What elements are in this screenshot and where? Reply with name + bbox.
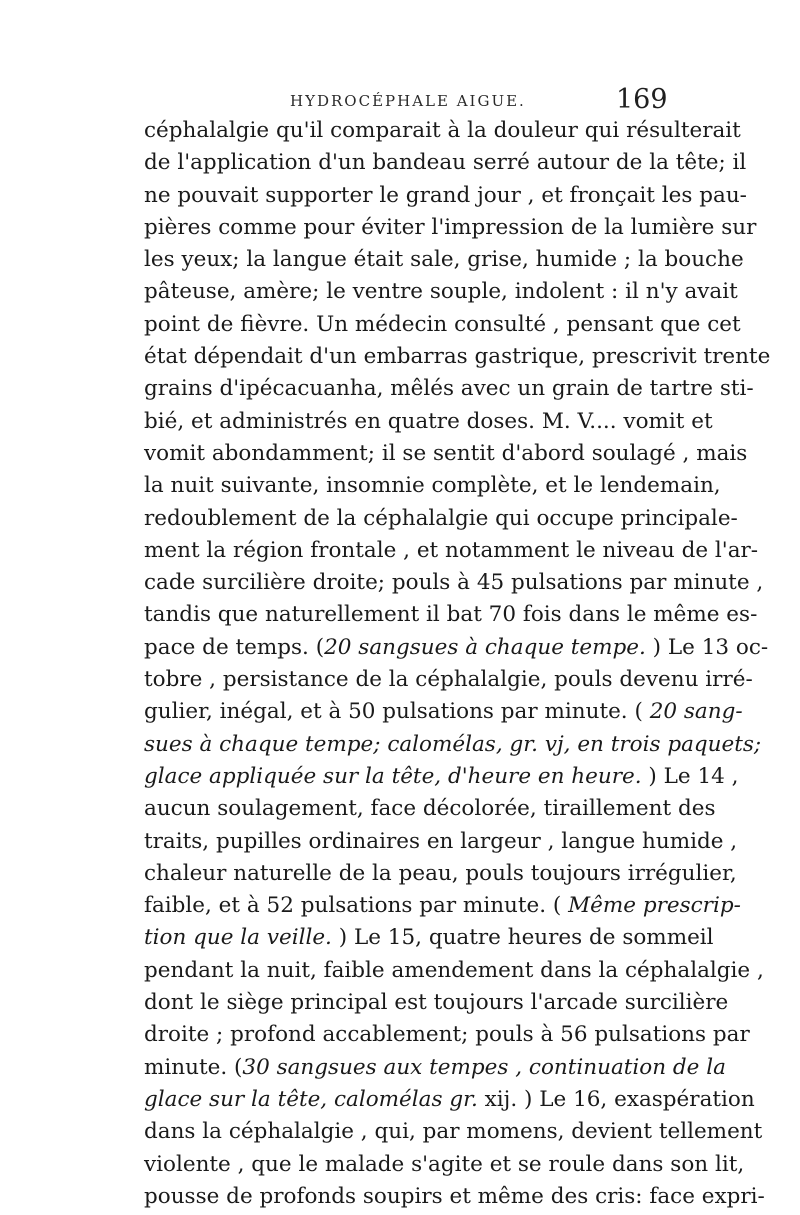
text-line: [144, 922, 714, 954]
text-segment: état dépendait d'un embarras gastrique, prescrivit trente: [144, 344, 771, 370]
text-line: [144, 470, 721, 502]
text-segment: pâteuse, amère; le ventre souple, indolent : il n'y avait: [144, 279, 738, 305]
italic-text-segment: sues à chaque tempe; calomélas, gr. vj, en trois paquets;: [144, 731, 762, 757]
text-segment: pières comme pour éviter l'impression de la lumière sur: [144, 214, 757, 240]
text-segment: bié, et administrés en quatre doses. M. V.... vomit et: [144, 408, 713, 434]
text-segment: pendant la nuit, faible amendement dans la céphalalgie ,: [144, 957, 764, 983]
text-line: [144, 567, 764, 599]
page-number: 169: [616, 84, 668, 115]
text-segment: ) Le 13 oc-: [645, 634, 769, 660]
text-line: [144, 147, 747, 179]
text-segment: tobre , persistance de la céphalalgie, pouls devenu irré-: [144, 667, 753, 693]
text-segment: ) Le 14 ,: [641, 763, 739, 789]
text-line: [144, 535, 759, 567]
text-line: [144, 1084, 755, 1116]
text-line: [144, 664, 753, 696]
text-segment: xij. ) Le 16, exaspération: [477, 1086, 755, 1112]
text-line: [144, 244, 744, 276]
text-line: [144, 115, 741, 147]
text-line: [144, 890, 741, 922]
text-line: [144, 406, 713, 438]
text-line: [144, 1052, 726, 1084]
text-line: [144, 1019, 750, 1051]
text-line: [144, 826, 738, 858]
text-line: [144, 793, 716, 825]
text-line: [144, 341, 771, 373]
text-segment: ) Le 15, quatre heures de sommeil: [331, 925, 714, 951]
text-segment: pousse de profonds soupirs et même des cris: face expri-: [144, 1183, 765, 1209]
text-line: [144, 373, 754, 405]
text-segment: aucun soulagement, face décolorée, tiraillement des: [144, 796, 716, 822]
text-segment: céphalalgie qu'il comparait à la douleur qui résulterait: [144, 118, 741, 143]
italic-text-segment: 30 sangsues aux tempes , continuation de la: [242, 1054, 726, 1080]
text-line: [144, 309, 741, 341]
italic-text-segment: 20 sang-: [649, 699, 743, 725]
text-line: [144, 212, 757, 244]
italic-text-segment: tion que la veille.: [144, 925, 332, 951]
body-text: [144, 115, 771, 1213]
text-line: [144, 987, 729, 1019]
text-line: [144, 858, 737, 890]
text-segment: ment la région frontale , et notamment le niveau de l'ar-: [144, 537, 759, 563]
text-segment: dont le siège principal est toujours l'arcade surcilière: [144, 990, 729, 1016]
text-line: [144, 632, 769, 664]
text-line: [144, 696, 743, 728]
text-segment: gulier, inégal, et à 50 pulsations par minute. (: [144, 699, 650, 725]
text-line: [144, 1149, 745, 1181]
text-segment: chaleur naturelle de la peau, pouls toujours irrégulier,: [144, 860, 737, 886]
text-segment: ne pouvait supporter le grand jour , et fronçait les pau-: [144, 182, 747, 208]
text-segment: vomit abondamment; il se sentit d'abord soulagé , mais: [144, 440, 748, 466]
text-segment: faible, et à 52 pulsations par minute. (: [144, 893, 569, 919]
text-segment: violente , que le malade s'agite et se roule dans son lit,: [144, 1151, 745, 1177]
text-line: [144, 599, 758, 631]
text-line: [144, 180, 747, 212]
running-head: HYDROCÉPHALE AIGUE.: [290, 92, 526, 110]
text-segment: point de fièvre. Un médecin consulté , pensant que cet: [144, 311, 741, 337]
italic-text-segment: glace appliquée sur la tête, d'heure en heure.: [144, 763, 642, 789]
text-segment: minute. (: [144, 1054, 243, 1080]
text-segment: la nuit suivante, insomnie complète, et le lendemain,: [144, 473, 721, 499]
text-line: [144, 276, 738, 308]
text-line: [144, 955, 764, 987]
italic-text-segment: Même prescrip-: [568, 893, 741, 919]
text-line: [144, 438, 748, 470]
text-segment: droite ; profond accablement; pouls à 56 pulsations par: [144, 1022, 750, 1048]
text-segment: cade surcilière droite; pouls à 45 pulsations par minute ,: [144, 570, 764, 596]
text-segment: dans la céphalalgie , qui, par momens, devient tellement: [144, 1119, 763, 1145]
text-line: [144, 761, 739, 793]
text-segment: tandis que naturellement il bat 70 fois dans le même es-: [144, 602, 758, 628]
text-segment: redoublement de la céphalalgie qui occupe principale-: [144, 505, 738, 531]
text-line: [144, 729, 762, 761]
text-segment: grains d'ipécacuanha, mêlés avec un grain de tartre sti-: [144, 376, 754, 402]
italic-text-segment: 20 sangsues à chaque tempe.: [324, 634, 646, 660]
text-segment: de l'application d'un bandeau serré autour de la tête; il: [144, 150, 747, 176]
text-segment: les yeux; la langue était sale, grise, humide ; la bouche: [144, 247, 744, 273]
text-segment: pace de temps. (: [144, 634, 325, 660]
text-segment: traits, pupilles ordinaires en largeur , langue humide ,: [144, 828, 738, 854]
text-line: [144, 1116, 763, 1148]
text-line: [144, 1181, 765, 1213]
text-line: [144, 503, 738, 535]
italic-text-segment: glace sur la tête, calomélas gr.: [144, 1086, 478, 1112]
